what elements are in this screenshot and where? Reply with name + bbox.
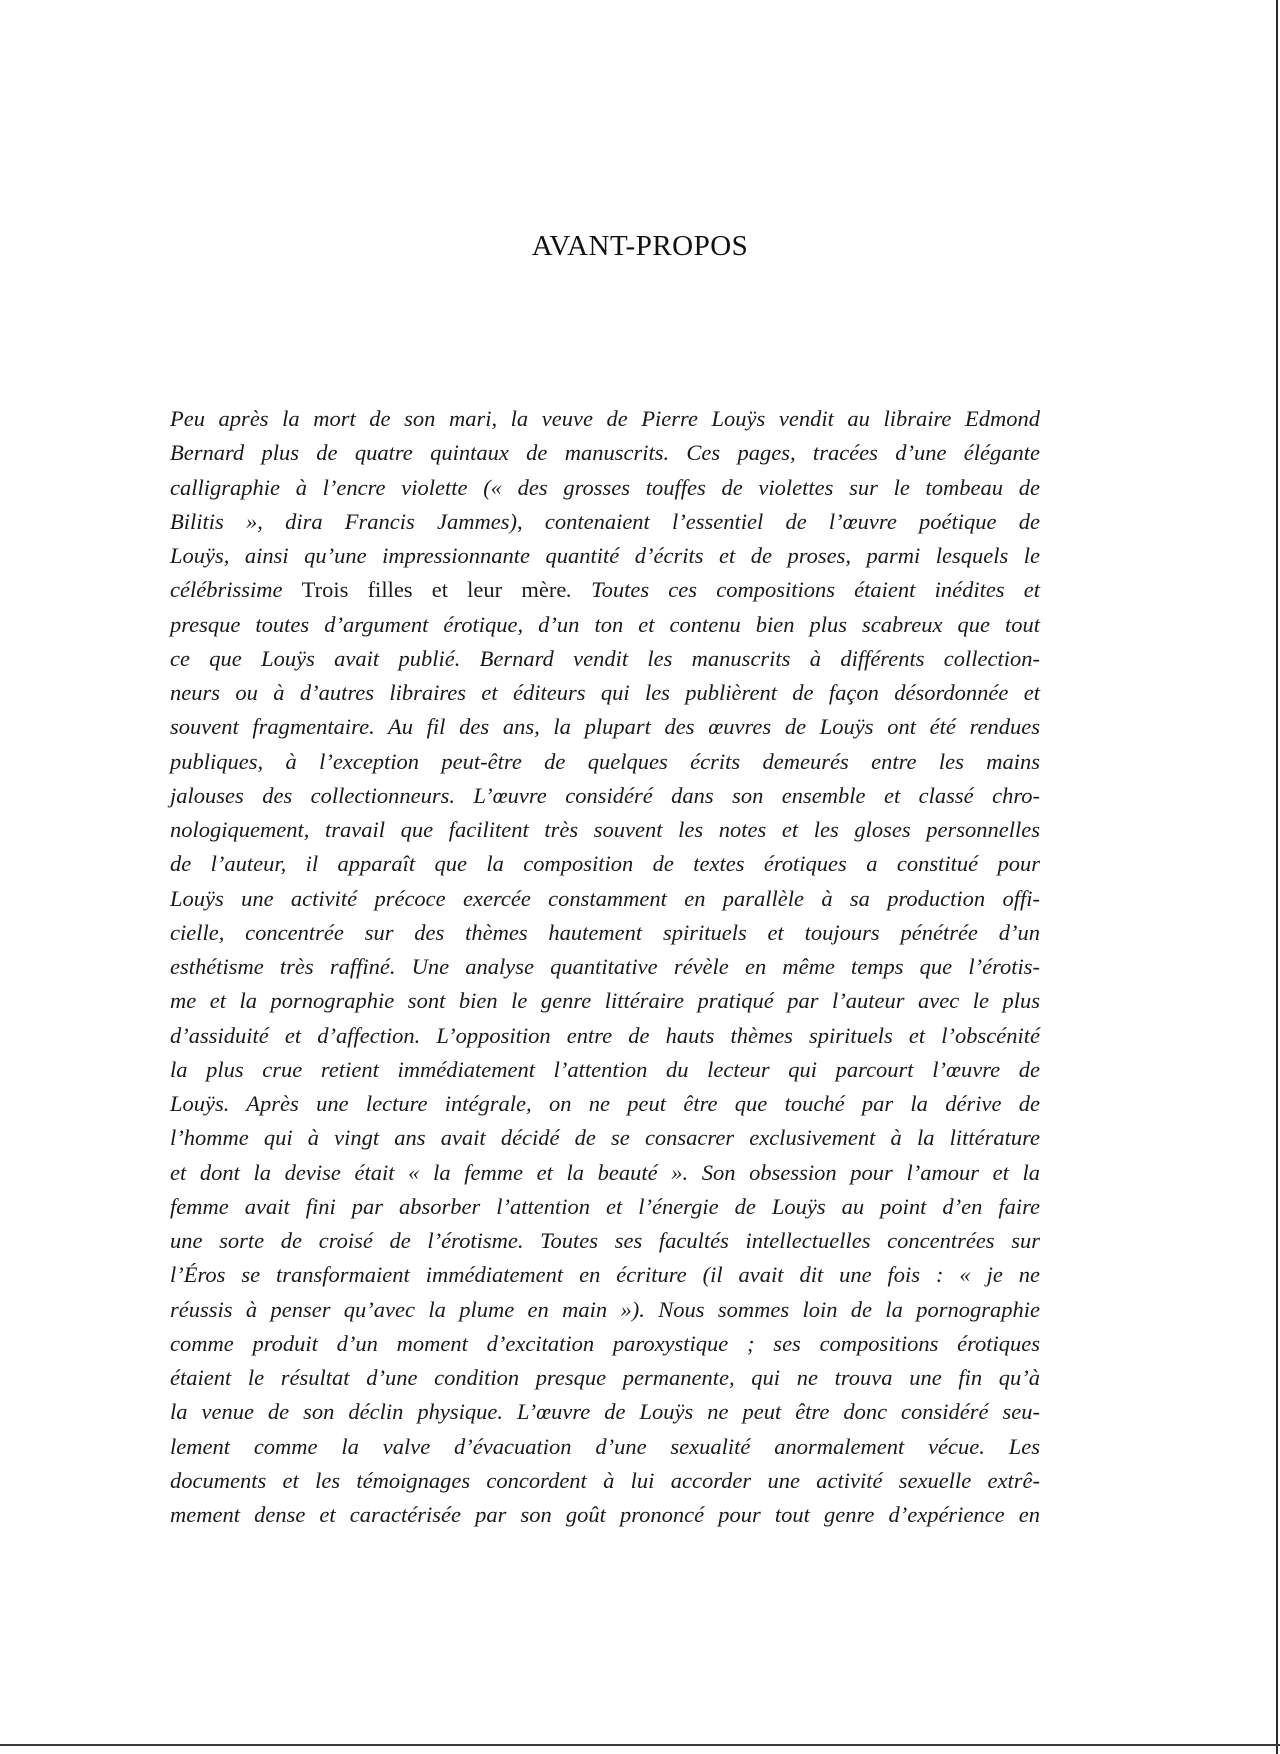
text-segment: . Toutes ces compositions étaient inédites et <box>566 577 1040 603</box>
text-line <box>170 984 1040 1018</box>
text-segment: cielle, concentrée sur des thèmes hautement spirituels et toujours pénétrée d’un <box>170 919 1040 945</box>
text-line <box>170 1361 1040 1395</box>
text-segment: ce que Louÿs avait publié. Bernard vendit les manuscrits à différents collection- <box>170 645 1040 671</box>
text-line <box>170 1087 1040 1121</box>
text-line <box>170 1156 1040 1190</box>
text-segment: comme produit d’un moment d’excitation paroxystique ; ses compositions érotiques <box>170 1330 1040 1356</box>
text-segment: Louÿs. Après une lecture intégrale, on ne peut être que touché par la dérive de <box>170 1091 1040 1116</box>
text-segment: calligraphie à l’encre violette (« des grosses touffes de violettes sur le tombeau de <box>170 474 1040 500</box>
text-line <box>170 1121 1040 1155</box>
text-line <box>170 710 1040 744</box>
text-line <box>170 642 1040 676</box>
text-line <box>170 1430 1040 1464</box>
text-segment: Bilitis », dira Francis Jammes), contenaient l’essentiel de l’œuvre poétique de <box>170 508 1040 534</box>
text-segment: l’Éros se transformaient immédiatement en écriture (il avait dit une fois : « je ne <box>170 1262 1040 1288</box>
text-line <box>170 950 1040 984</box>
text-line <box>170 676 1040 710</box>
text-segment: et dont la devise était « la femme et la beauté ». Son obsession pour l’amour et la <box>170 1159 1040 1185</box>
text-line <box>170 1258 1040 1292</box>
text-segment: de l’auteur, il apparaît que la composition de textes érotiques a constitué pour <box>170 851 1040 877</box>
text-line <box>170 1190 1040 1224</box>
text-line <box>170 471 1040 505</box>
scan-edge-bottom <box>0 1744 1280 1746</box>
text-line <box>170 1464 1040 1498</box>
text-segment: Peu après la mort de son mari, la veuve de Pierre Louÿs vendit au libraire Edmond <box>170 406 1040 431</box>
text-line <box>170 539 1040 573</box>
text-line <box>170 505 1040 539</box>
text-segment: femme avait fini par absorber l’attention et l’énergie de Louÿs au point d’en faire <box>170 1193 1040 1219</box>
text-segment: lement comme la valve d’évacuation d’une sexualité anormalement vécue. Les <box>170 1433 1040 1459</box>
text-segment: célébrissime <box>170 577 302 603</box>
text-line <box>170 779 1040 813</box>
text-line <box>170 1498 1040 1532</box>
text-segment: neurs ou à d’autres libraires et éditeurs qui les publièrent de façon désordonnée et <box>170 680 1040 705</box>
text-segment: d’assiduité et d’affection. L’opposition entre de hauts thèmes spirituels et l’obscénité <box>170 1022 1040 1048</box>
text-segment: réussis à penser qu’avec la plume en main »). Nous sommes loin de la pornographie <box>170 1296 1040 1322</box>
text-segment: Bernard plus de quatre quintaux de manuscrits. Ces pages, tracées d’une élégante <box>170 440 1040 466</box>
text-line <box>170 402 1040 436</box>
text-line <box>170 1053 1040 1087</box>
text-segment: Louÿs, ainsi qu’une impressionnante quantité d’écrits et de proses, parmi lesquels le <box>170 543 1040 568</box>
text-line <box>170 1019 1040 1053</box>
text-line <box>170 813 1040 847</box>
text-segment: esthétisme très raffiné. Une analyse quantitative révèle en même temps que l’érotis- <box>170 954 1040 979</box>
text-line <box>170 1327 1040 1361</box>
text-line <box>170 608 1040 642</box>
text-line <box>170 882 1040 916</box>
text-segment: nologiquement, travail que facilitent très souvent les notes et les gloses personnelles <box>170 817 1040 842</box>
text-segment: mement dense et caractérisée par son goût prononcé pour tout genre d’expérience en <box>170 1502 1040 1527</box>
text-segment: la plus crue retient immédiatement l’attention du lecteur qui parcourt l’œuvre de <box>170 1056 1040 1082</box>
text-segment: publiques, à l’exception peut-être de quelques écrits demeurés entre les mains <box>170 748 1040 774</box>
text-line <box>170 436 1040 470</box>
text-segment: la venue de son déclin physique. L’œuvre de Louÿs ne peut être donc considéré seu- <box>170 1399 1040 1425</box>
text-segment: documents et les témoignages concordent à lui accorder une activité sexuelle extrê- <box>170 1467 1040 1493</box>
text-segment: souvent fragmentaire. Au fil des ans, la plupart des œuvres de Louÿs ont été rendues <box>170 714 1040 740</box>
scan-edge-right <box>1276 0 1278 1754</box>
text-line <box>170 1293 1040 1327</box>
text-segment: une sorte de croisé de l’érotisme. Toutes ses facultés intellectuelles concentrées sur <box>170 1228 1040 1253</box>
text-segment: étaient le résultat d’une condition presque permanente, qui ne trouva une fin qu’à <box>170 1365 1040 1390</box>
text-line <box>170 916 1040 950</box>
text-line <box>170 847 1040 881</box>
text-segment: me et la pornographie sont bien le genre littéraire pratiqué par l’auteur avec le plus <box>170 988 1040 1014</box>
text-segment: l’homme qui à vingt ans avait décidé de se consacrer exclusivement à la littérature <box>170 1125 1040 1151</box>
text-segment: presque toutes d’argument érotique, d’un ton et contenu bien plus scabreux que tout <box>170 611 1040 637</box>
page-title: AVANT-PROPOS <box>531 230 749 262</box>
text-segment: Louÿs une activité précoce exercée constamment en parallèle à sa production offi- <box>170 885 1040 911</box>
text-line <box>170 745 1040 779</box>
text-line <box>170 1224 1040 1258</box>
text-line <box>170 1395 1040 1429</box>
body-paragraph <box>170 402 1040 1532</box>
text-line <box>170 573 1040 607</box>
book-title-text: Trois filles et leur mère <box>301 577 567 603</box>
text-segment: jalouses des collectionneurs. L’œuvre considéré dans son ensemble et classé chro- <box>170 782 1040 808</box>
